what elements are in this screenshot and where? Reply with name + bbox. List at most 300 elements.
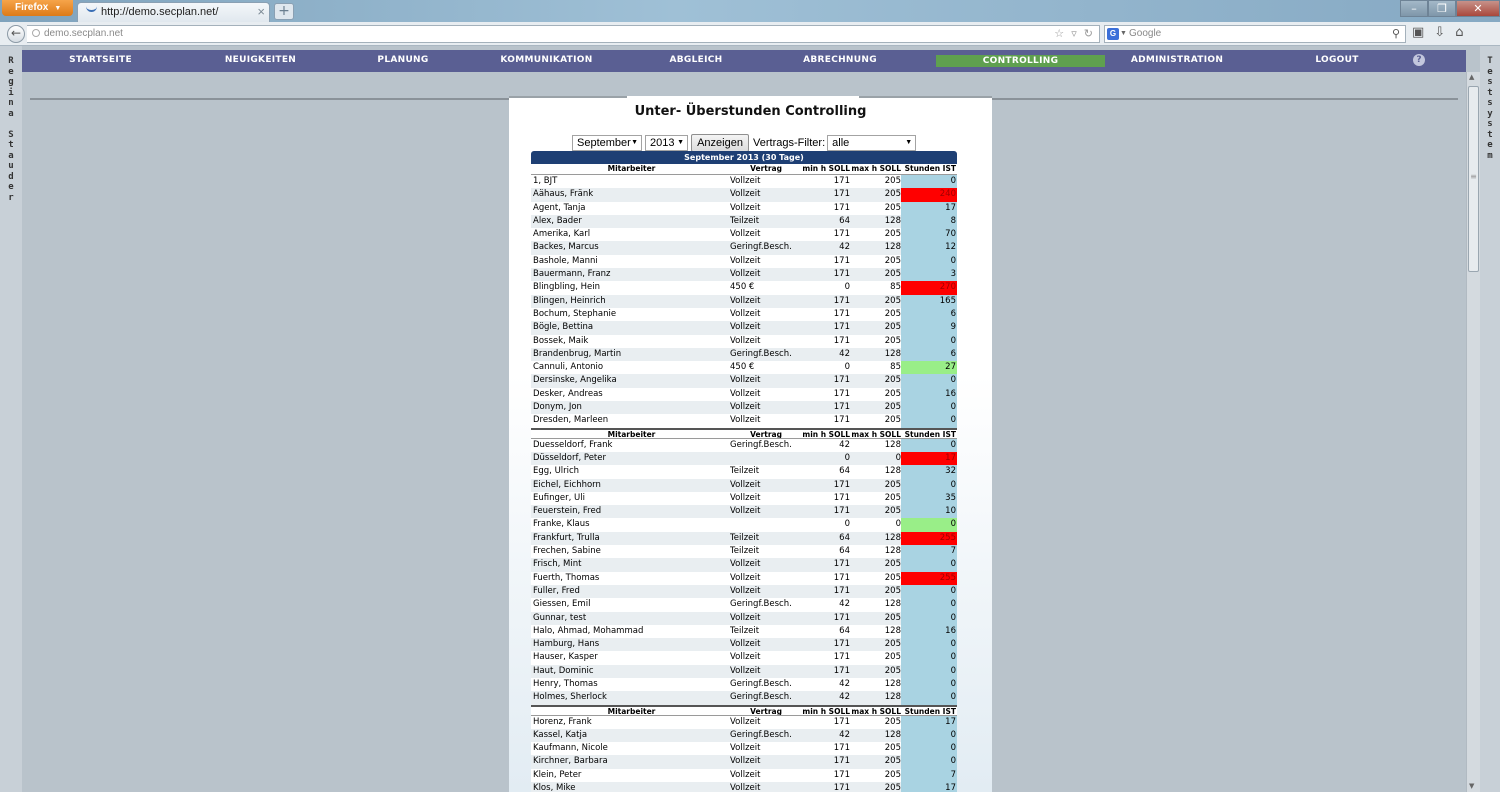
contract-type: Teilzeit [730,546,760,557]
table-row[interactable] [531,361,957,374]
employee-name: Klein, Peter [533,769,582,780]
max-hours: 205 [884,639,901,650]
chevron-down-icon: ▼ [631,139,638,146]
min-hours: 171 [833,402,850,413]
contract-type: Vollzeit [730,492,761,503]
contract-type: Vollzeit [730,308,761,319]
employee-name: Alex, Bader [533,215,582,226]
min-hours: 171 [833,388,850,399]
table-header-row [531,428,957,439]
table-row[interactable] [531,388,957,401]
min-hours: 171 [833,506,850,517]
max-hours: 205 [884,585,901,596]
contract-type: Vollzeit [730,612,761,623]
employee-name: Gunnar, test [533,612,587,623]
table-row[interactable] [531,452,957,465]
table-header-row [531,705,957,716]
menu-item-administration[interactable]: ADMINISTRATION [1130,55,1224,65]
table-row[interactable] [531,518,957,531]
max-hours: 128 [884,348,901,359]
employee-name: Hauser, Kasper [533,652,598,663]
min-hours: 171 [833,769,850,780]
max-hours: 205 [884,783,901,792]
actual-hours: 0 [901,651,957,664]
employee-name: Blingen, Heinrich [533,295,606,306]
max-hours: 205 [884,716,901,727]
filter-bar [572,134,919,152]
employee-name: Fuller, Fred [533,585,580,596]
user-sidebar [0,46,22,792]
employee-name: Giessen, Emil [533,599,591,610]
contract-type: Vollzeit [730,665,761,676]
employee-name: Dresden, Marleen [533,415,609,426]
contract-type: Vollzeit [730,559,761,570]
table-body [531,164,957,792]
table-row[interactable] [531,401,957,414]
employee-name: Cannuli, Antonio [533,362,604,373]
table-row[interactable] [531,439,957,452]
table-row[interactable] [531,268,957,281]
user-name-vertical: R e g i n a S t a u d e r [8,56,14,203]
contract-type: Vollzeit [730,756,761,767]
window-controls [1400,0,1500,19]
table-row[interactable] [531,755,957,768]
new-tab-button[interactable]: + [274,3,294,20]
home-icon[interactable]: ⌂ [1455,25,1464,40]
actual-hours: 27 [901,361,957,374]
contract-type: Vollzeit [730,189,761,200]
min-hours: 171 [833,335,850,346]
column-header[interactable]: min h SOLL [802,429,850,439]
table-row[interactable] [531,691,957,704]
actual-hours: 17 [901,716,957,729]
contract-type [730,518,800,531]
bookmarks-icon[interactable]: ▣ [1412,25,1425,40]
actual-hours: 6 [901,308,957,321]
column-header[interactable]: Vertrag [750,164,782,173]
max-hours: 205 [884,229,901,240]
employee-name: Bashole, Manni [533,255,598,266]
menu-item-abgleich[interactable]: ABGLEICH [669,55,723,65]
actual-hours: 0 [901,612,957,625]
min-hours: 64 [839,625,850,636]
search-input[interactable] [1104,25,1406,43]
contract-type: Geringf.Besch. [730,242,792,253]
employee-name: Amerika, Karl [533,229,591,240]
column-header[interactable]: min h SOLL [802,164,850,173]
min-hours: 171 [833,176,850,186]
min-hours: 171 [833,322,850,333]
actual-hours: 0 [901,518,957,531]
actual-hours: 270 [901,281,957,294]
min-hours: 171 [833,572,850,583]
min-hours: 171 [833,189,850,200]
contract-type: Teilzeit [730,625,760,636]
max-hours: 205 [884,652,901,663]
employee-name: Duesseldorf, Frank [533,439,613,450]
employee-name: Franke, Klaus [533,519,590,530]
divider [509,96,627,98]
table-row[interactable] [531,308,957,321]
year-select[interactable] [645,135,688,151]
table-row[interactable] [531,215,957,228]
actual-hours: 16 [901,625,957,638]
download-icon[interactable]: ⇩ [1434,25,1446,40]
table-row[interactable] [531,716,957,729]
system-label-vertical: T e s t s y s t e m [1487,56,1493,161]
min-hours: 64 [839,546,850,557]
actual-hours: 0 [901,401,957,414]
table-row[interactable] [531,202,957,215]
vertical-scrollbar[interactable] [1466,72,1480,792]
column-header[interactable]: Mitarbeiter [607,706,656,715]
table-row[interactable] [531,175,957,188]
actual-hours: 0 [901,479,957,492]
bookmark-star-icon[interactable]: ☆ ▿ ↻ [1054,28,1095,40]
max-hours: 205 [884,572,901,583]
chevron-down-icon: ▼ [905,139,913,146]
contract-type: Vollzeit [730,479,761,490]
scroll-down-icon[interactable]: ▼ [1469,782,1475,790]
actual-hours: 0 [901,585,957,598]
menu-item-kommunikation[interactable]: KOMMUNIKATION [500,55,593,65]
min-hours: 171 [833,415,850,426]
min-hours: 64 [839,532,850,543]
actual-hours: 9 [901,321,957,334]
contract-type: Geringf.Besch. [730,348,792,359]
contract-type: Vollzeit [730,176,761,186]
max-hours: 205 [884,388,901,399]
employee-name: Frechen, Sabine [533,546,601,557]
column-header[interactable]: min h SOLL [802,706,850,716]
max-hours: 85 [890,362,901,373]
employee-name: Agent, Tanja [533,202,586,213]
table-row[interactable] [531,782,957,792]
max-hours: 205 [884,612,901,623]
contract-filter-select[interactable] [827,135,916,151]
table-row[interactable] [531,585,957,598]
table-row[interactable] [531,625,957,638]
google-icon[interactable]: G [1107,28,1119,40]
table-row[interactable] [531,335,957,348]
min-hours: 171 [833,756,850,767]
table-header-row [531,164,957,175]
firefox-menu-button[interactable] [2,0,73,16]
max-hours: 128 [884,532,901,543]
table-row[interactable] [531,638,957,651]
table-row[interactable] [531,769,957,782]
table-row[interactable] [531,295,957,308]
help-icon[interactable]: ? [1413,54,1425,66]
month-select[interactable] [572,135,642,151]
max-hours: 205 [884,665,901,676]
min-hours: 171 [833,202,850,213]
contract-filter-label: Vertrags-Filter: [753,137,826,149]
contract-type: Teilzeit [730,215,760,226]
actual-hours: 35 [901,492,957,505]
contract-type: Vollzeit [730,639,761,650]
employee-name: Fuerth, Thomas [533,572,600,583]
min-hours: 42 [839,729,850,740]
max-hours: 205 [884,415,901,426]
min-hours: 64 [839,215,850,226]
actual-hours: 8 [901,215,957,228]
actual-hours: 0 [901,598,957,611]
table-row[interactable] [531,321,957,334]
employee-name: Klos, Mike [533,783,576,792]
contract-type: 450 € [730,282,755,293]
max-hours: 205 [884,506,901,517]
browser-tab[interactable] [77,2,270,22]
scroll-up-icon[interactable]: ▲ [1469,73,1475,81]
table-row[interactable] [531,505,957,518]
employee-name: Bossek, Maik [533,335,589,346]
actual-hours: 255 [901,572,957,585]
minimize-button[interactable]: – [1400,0,1428,17]
actual-hours: 0 [901,255,957,268]
contract-type: Geringf.Besch. [730,678,792,689]
contract-type: Vollzeit [730,202,761,213]
max-hours: 205 [884,202,901,213]
max-hours: 205 [884,255,901,266]
min-hours: 171 [833,665,850,676]
contract-type: Vollzeit [730,415,761,426]
max-hours: 205 [884,743,901,754]
max-hours: 205 [884,559,901,570]
max-hours: 205 [884,335,901,346]
employee-name: Feuerstein, Fred [533,506,602,517]
min-hours: 171 [833,585,850,596]
table-row[interactable] [531,479,957,492]
actual-hours: 0 [901,414,957,427]
min-hours: 171 [833,639,850,650]
table-row[interactable] [531,414,957,427]
max-hours: 128 [884,678,901,689]
employee-name: Horenz, Frank [533,716,592,727]
chevron-down-icon: ▼ [677,139,684,146]
menu-item-neuigkeiten[interactable]: NEUIGKEITEN [224,55,297,65]
actual-hours: 7 [901,769,957,782]
min-hours: 42 [839,439,850,450]
employee-name: Eichel, Eichhorn [533,479,601,490]
table-row[interactable] [531,228,957,241]
actual-hours: 255 [901,532,957,545]
year-value: 2013 [650,137,675,149]
contract-type: Vollzeit [730,506,761,517]
table-row[interactable] [531,281,957,294]
employee-name: 1, BJT [533,176,558,186]
table-row[interactable] [531,729,957,742]
contract-type: Vollzeit [730,295,761,306]
max-hours: 85 [890,282,901,293]
table-row[interactable] [531,651,957,664]
contract-type: Vollzeit [730,255,761,266]
search-icon[interactable]: ⚲ [1391,28,1400,40]
close-window-button[interactable]: ✕ [1456,0,1500,17]
table-row[interactable] [531,598,957,611]
tab-title: http://demo.secplan.net/ [101,6,219,18]
min-hours: 171 [833,783,850,792]
contract-type: Geringf.Besch. [730,692,792,703]
column-header[interactable]: Vertrag [750,706,782,715]
actual-hours: 0 [901,678,957,691]
restore-button[interactable]: ❐ [1428,0,1456,17]
back-button[interactable]: ← [7,25,25,43]
min-hours: 171 [833,492,850,503]
column-header[interactable]: Vertrag [750,429,782,438]
table-row[interactable] [531,255,957,268]
table-row[interactable] [531,188,957,201]
divider [859,96,992,98]
actual-hours: 6 [901,348,957,361]
min-hours: 171 [833,295,850,306]
menu-item-planung[interactable]: PLANUNG [377,55,429,65]
table-row[interactable] [531,348,957,361]
min-hours: 171 [833,612,850,623]
favicon-icon [86,6,97,12]
table-row[interactable] [531,241,957,254]
menu-item-startseite[interactable]: STARTSEITE [69,55,132,65]
url-text: demo.secplan.net [44,28,123,39]
max-hours: 128 [884,242,901,253]
employee-name: Düsseldorf, Peter [533,452,606,463]
menu-item-logout[interactable]: LOGOUT [1315,55,1359,65]
system-sidebar [1480,46,1500,792]
min-hours: 0 [844,362,850,373]
contract-type: Teilzeit [730,532,760,543]
table-row[interactable] [531,465,957,478]
max-hours: 205 [884,295,901,306]
contract-type: Vollzeit [730,743,761,754]
column-header[interactable]: max h SOLL [851,706,901,716]
min-hours: 171 [833,229,850,240]
globe-icon [32,29,40,37]
main-menu [22,50,1466,72]
min-hours: 171 [833,308,850,319]
contract-type: Vollzeit [730,572,761,583]
actual-hours: 17 [901,452,957,465]
min-hours: 171 [833,255,850,266]
employee-name: Bochum, Stephanie [533,308,617,319]
employee-name: Egg, Ulrich [533,466,580,477]
max-hours: 205 [884,492,901,503]
table-row[interactable] [531,665,957,678]
row-group [531,175,957,428]
contract-type: Vollzeit [730,716,761,727]
contract-type: Vollzeit [730,375,761,386]
menu-item-abrechnung[interactable]: ABRECHNUNG [803,55,877,65]
table-row[interactable] [531,532,957,545]
column-header[interactable]: max h SOLL [851,164,901,173]
min-hours: 42 [839,599,850,610]
employee-name: Blingbling, Hein [533,282,601,293]
max-hours: 205 [884,322,901,333]
min-hours: 171 [833,375,850,386]
max-hours: 128 [884,466,901,477]
browser-navbar [0,22,1500,46]
min-hours: 171 [833,269,850,280]
table-caption: September 2013 (30 Tage) [531,151,957,164]
contract-type: Geringf.Besch. [730,599,792,610]
employee-name: Haut, Dominic [533,665,594,676]
contract-type: Vollzeit [730,269,761,280]
employee-name: Kirchner, Barbara [533,756,608,767]
contract-type: Vollzeit [730,769,761,780]
max-hours: 205 [884,176,901,186]
min-hours: 0 [844,452,850,463]
min-hours: 42 [839,678,850,689]
browser-titlebar [0,0,1500,22]
table-row[interactable] [531,572,957,585]
max-hours: 0 [895,452,901,463]
actual-hours: 32 [901,465,957,478]
table-row[interactable] [531,545,957,558]
employee-name: Halo, Ahmad, Mohammad [533,625,644,636]
max-hours: 128 [884,439,901,450]
employee-name: Henry, Thomas [533,678,598,689]
menu-item-controlling[interactable]: CONTROLLING [936,55,1105,67]
row-group [531,716,957,792]
max-hours: 205 [884,189,901,200]
min-hours: 42 [839,692,850,703]
column-header[interactable]: max h SOLL [851,429,901,439]
max-hours: 128 [884,215,901,226]
employee-name: Dersinske, Angelika [533,375,617,386]
column-header[interactable]: Stunden IST [901,430,957,438]
max-hours: 205 [884,756,901,767]
table-row[interactable] [531,612,957,625]
table-row[interactable] [531,492,957,505]
table-row[interactable] [531,742,957,755]
max-hours: 128 [884,692,901,703]
contract-type: Vollzeit [730,322,761,333]
actual-hours: 0 [901,335,957,348]
actual-hours: 0 [901,374,957,387]
chevron-down-icon: ▼ [54,5,62,12]
employee-name: Frankfurt, Trulla [533,532,600,543]
employee-name: Eufinger, Uli [533,492,585,503]
table-row[interactable] [531,374,957,387]
row-group [531,439,957,705]
contract-type: Vollzeit [730,783,761,792]
actual-hours: 70 [901,228,957,241]
employee-name: Donym, Jon [533,402,582,413]
actual-hours: 0 [901,558,957,571]
table-row[interactable] [531,678,957,691]
chevron-down-icon[interactable]: ▼ [1120,30,1127,37]
column-header[interactable]: Mitarbeiter [607,164,656,173]
column-header[interactable]: Stunden IST [901,164,957,174]
content-panel [509,96,992,792]
employee-name: Brandenbrug, Martin [533,348,622,359]
search-placeholder: Google [1129,28,1162,39]
min-hours: 42 [839,348,850,359]
employee-name: Holmes, Sherlock [533,692,607,703]
employee-name: Frisch, Mint [533,559,582,570]
column-header[interactable]: Stunden IST [901,707,957,715]
actual-hours: 240 [901,188,957,201]
table-row[interactable] [531,558,957,571]
browser-toolbar-icons [1412,25,1463,40]
scrollbar-thumb[interactable]: ≡ [1468,86,1479,272]
show-button[interactable]: Anzeigen [691,134,749,152]
url-bar[interactable] [27,25,1100,43]
min-hours: 0 [844,519,850,530]
close-icon[interactable]: × [257,4,265,19]
employee-name: Hamburg, Hans [533,639,600,650]
contract-type: Vollzeit [730,402,761,413]
column-header[interactable]: Mitarbeiter [607,429,656,438]
